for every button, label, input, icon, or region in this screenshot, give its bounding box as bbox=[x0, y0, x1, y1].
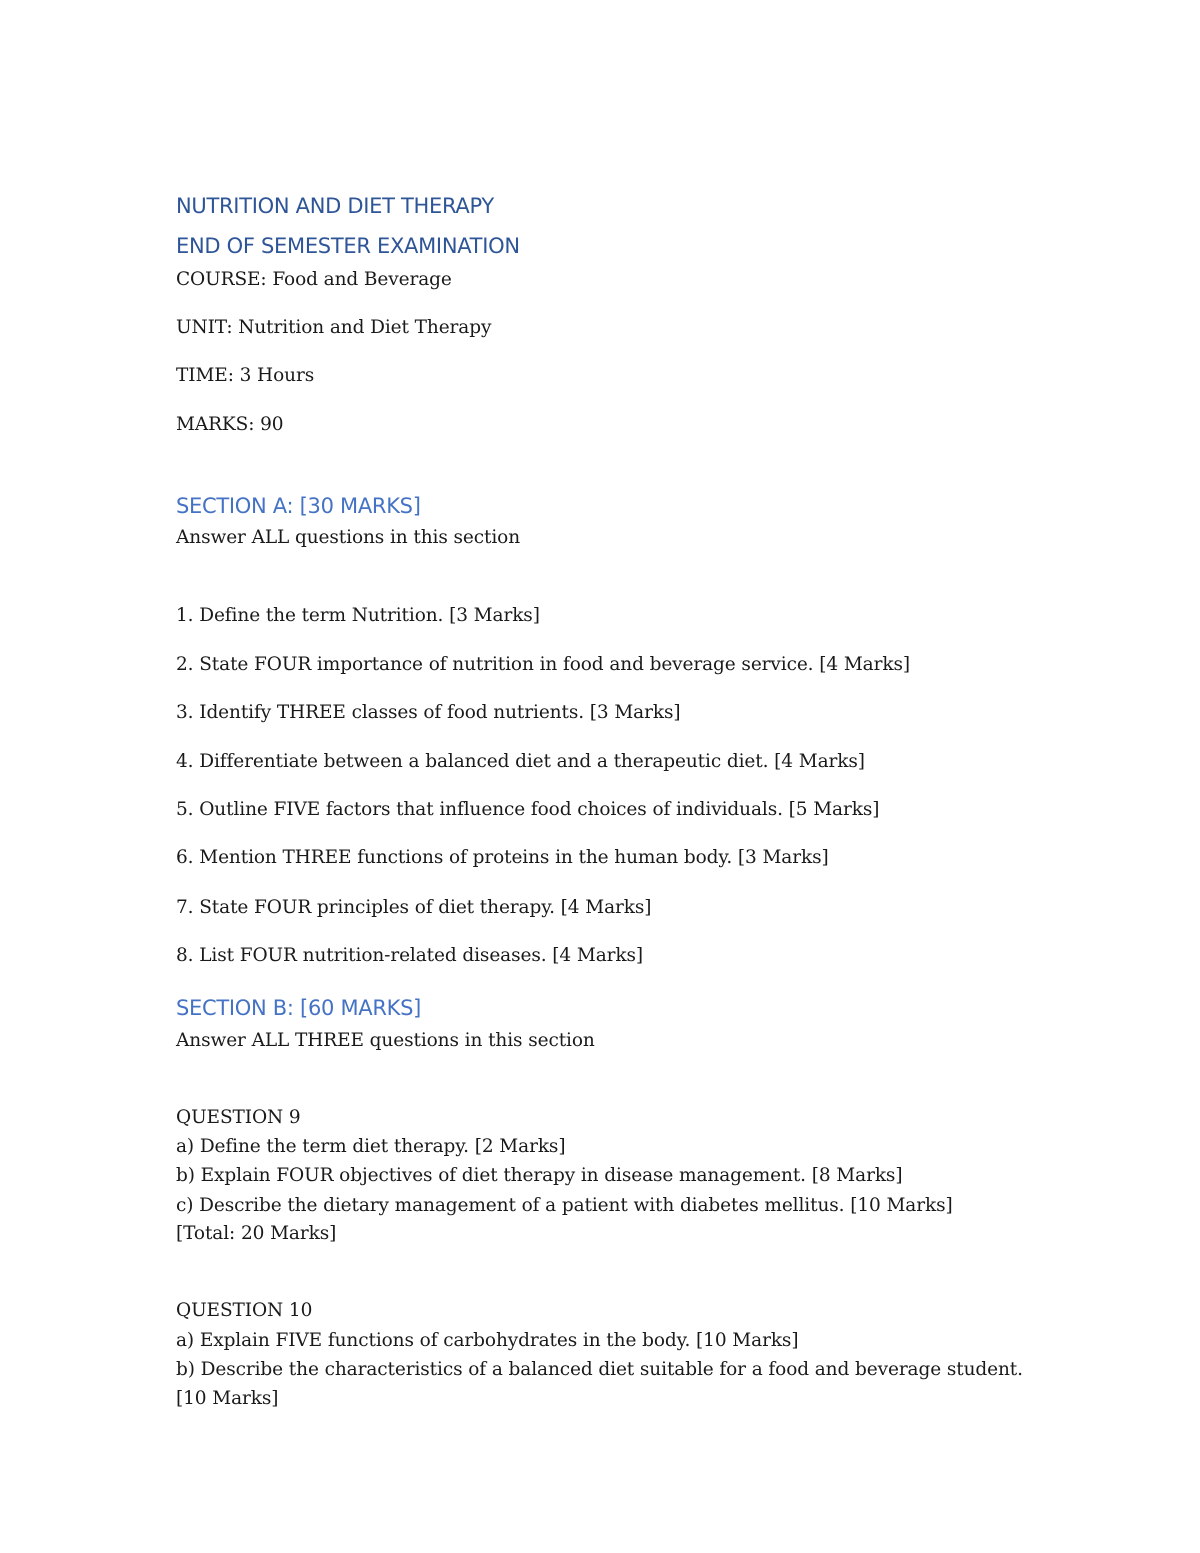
question-9-part-c: c) Describe the dietary management of a patient with diabetes mellitus. [10 Marks] bbox=[176, 1195, 953, 1216]
question-10-part-b: b) Describe the characteristics of a balanced diet suitable for a food and beverage student. bbox=[176, 1359, 1023, 1380]
question-10-part-b-marks: [10 Marks] bbox=[176, 1388, 279, 1409]
question-3: 3. Identify THREE classes of food nutrients. [3 Marks] bbox=[176, 702, 681, 723]
exam-title: NUTRITION AND DIET THERAPY bbox=[176, 194, 494, 218]
exam-subtitle: END OF SEMESTER EXAMINATION bbox=[176, 234, 520, 258]
section-a-heading: SECTION A: [30 MARKS] bbox=[176, 494, 421, 518]
time-detail: TIME: 3 Hours bbox=[176, 365, 315, 386]
course-detail: COURSE: Food and Beverage bbox=[176, 269, 452, 290]
question-2: 2. State FOUR importance of nutrition in food and beverage service. [4 Marks] bbox=[176, 654, 910, 675]
question-5: 5. Outline FIVE factors that influence food choices of individuals. [5 Marks] bbox=[176, 799, 880, 820]
section-a-instruction: Answer ALL questions in this section bbox=[176, 527, 521, 548]
question-9-title: QUESTION 9 bbox=[176, 1107, 301, 1128]
question-9-part-a: a) Define the term diet therapy. [2 Marks] bbox=[176, 1136, 566, 1157]
question-9-part-b: b) Explain FOUR objectives of diet therapy in disease management. [8 Marks] bbox=[176, 1165, 903, 1186]
question-10-title: QUESTION 10 bbox=[176, 1300, 313, 1321]
question-4: 4. Differentiate between a balanced diet and a therapeutic diet. [4 Marks] bbox=[176, 751, 865, 772]
question-10-part-a: a) Explain FIVE functions of carbohydrates in the body. [10 Marks] bbox=[176, 1330, 799, 1351]
section-b-heading: SECTION B: [60 MARKS] bbox=[176, 996, 422, 1020]
question-8: 8. List FOUR nutrition-related diseases. [4 Marks] bbox=[176, 945, 644, 966]
question-7: 7. State FOUR principles of diet therapy. [4 Marks] bbox=[176, 897, 652, 918]
question-9-total: [Total: 20 Marks] bbox=[176, 1223, 337, 1244]
marks-detail: MARKS: 90 bbox=[176, 414, 284, 435]
question-6: 6. Mention THREE functions of proteins in the human body. [3 Marks] bbox=[176, 847, 829, 868]
unit-detail: UNIT: Nutrition and Diet Therapy bbox=[176, 317, 492, 338]
question-1: 1. Define the term Nutrition. [3 Marks] bbox=[176, 605, 540, 626]
section-b-instruction: Answer ALL THREE questions in this section bbox=[176, 1030, 595, 1051]
